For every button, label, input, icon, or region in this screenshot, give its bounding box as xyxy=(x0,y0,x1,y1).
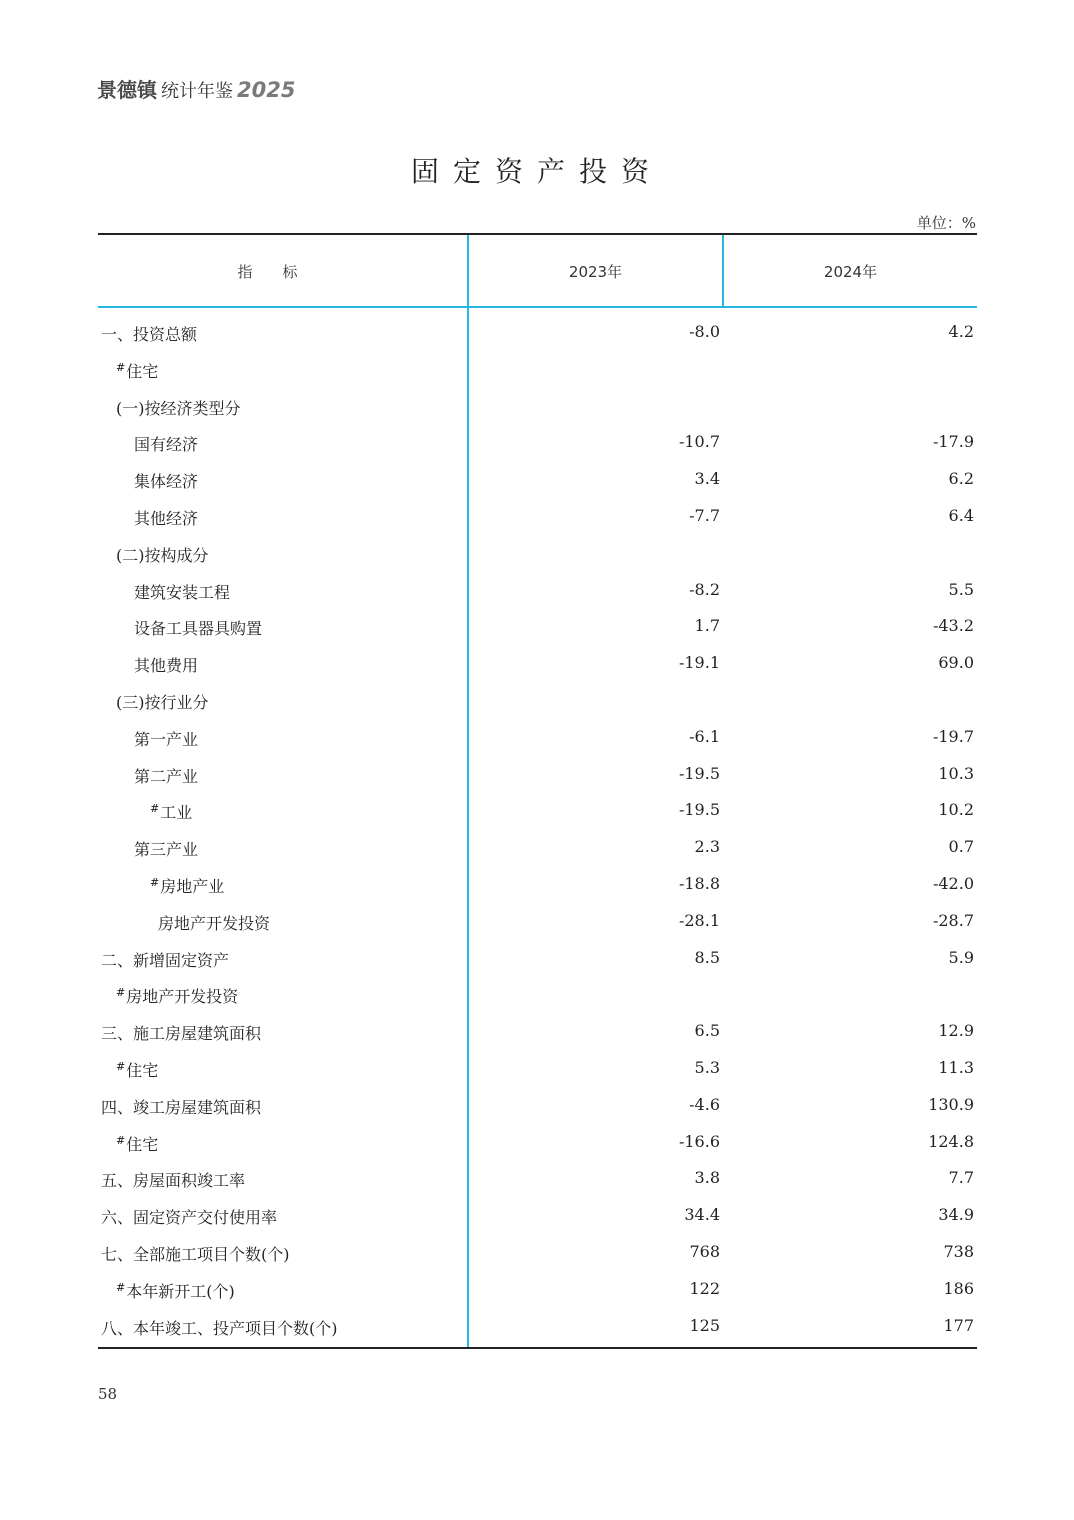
table-row xyxy=(98,793,977,830)
column-header-indicator: 指标 xyxy=(237,262,328,281)
value-2023: -8.0 xyxy=(689,322,720,341)
row-label-text: 一、投资总额 xyxy=(101,325,198,344)
row-label xyxy=(116,1058,158,1081)
table-row xyxy=(98,499,977,536)
value-2024: 0.7 xyxy=(948,837,974,857)
row-label-text: (三)按行业分 xyxy=(116,692,209,712)
value-2023: 34.4 xyxy=(684,1205,720,1225)
value-2023: -4.6 xyxy=(689,1094,720,1114)
value-2024: 130.9 xyxy=(928,1094,974,1114)
value-2023: -6.1 xyxy=(689,726,720,746)
row-label xyxy=(101,322,197,345)
table-row xyxy=(98,1309,977,1346)
table-row xyxy=(98,1125,977,1162)
row-label-text: 五、房屋面积竣工率 xyxy=(101,1171,246,1191)
value-2024: 10.2 xyxy=(938,800,974,820)
row-label xyxy=(134,432,198,455)
page-number: 58 xyxy=(98,1385,118,1403)
row-label xyxy=(101,1316,338,1339)
table-row xyxy=(98,1051,977,1088)
row-label xyxy=(116,690,209,713)
value-2024: 6.4 xyxy=(948,505,974,525)
brand-subtitle: 统计年鉴 xyxy=(161,81,233,102)
row-label-text: 房地产业 xyxy=(160,876,225,896)
table-row xyxy=(98,609,977,646)
value-2023: -28.1 xyxy=(678,910,720,930)
value-2023: 3.4 xyxy=(694,469,720,489)
table-row xyxy=(98,977,977,1014)
row-label xyxy=(116,359,158,382)
column-header-2023: 2023年 xyxy=(568,262,623,281)
value-2024: 5.9 xyxy=(948,947,974,967)
value-2023: 1.7 xyxy=(694,616,720,636)
row-label-text: 第三产业 xyxy=(134,840,199,860)
value-2024: 12.9 xyxy=(938,1021,974,1041)
table-row xyxy=(98,720,977,757)
row-label-text: 建筑安装工程 xyxy=(134,582,231,602)
row-label xyxy=(101,1168,245,1191)
row-label xyxy=(134,764,198,787)
value-2023: 5.3 xyxy=(694,1057,720,1077)
table-row xyxy=(98,1235,977,1272)
row-label xyxy=(158,911,270,934)
row-label xyxy=(101,1095,261,1118)
table-row xyxy=(98,573,977,610)
row-label-text: 二、新增固定资产 xyxy=(101,950,230,970)
value-2023: 768 xyxy=(689,1241,720,1261)
brand-year: 2025 xyxy=(237,78,296,102)
table-row xyxy=(98,462,977,499)
row-label-text: 本年新开工(个) xyxy=(126,1281,235,1301)
row-marker: # xyxy=(150,802,160,816)
table-row xyxy=(98,683,977,720)
row-label xyxy=(116,1279,235,1302)
value-2024: -43.2 xyxy=(932,616,974,636)
value-2024: 738 xyxy=(943,1241,974,1261)
value-2024: -17.9 xyxy=(932,432,974,452)
row-label-text: 房地产开发投资 xyxy=(158,913,271,933)
value-2024: 124.8 xyxy=(928,1131,974,1151)
value-2023: -18.8 xyxy=(678,873,720,893)
row-label-text: 住宅 xyxy=(126,1134,159,1154)
value-2024: 6.2 xyxy=(948,469,974,489)
table-row xyxy=(98,536,977,573)
row-label-text: 三、施工房屋建筑面积 xyxy=(101,1024,262,1044)
row-label-text: 设备工具器具购置 xyxy=(134,619,263,639)
value-2024: 177 xyxy=(943,1315,974,1335)
unit-label: 单位：% xyxy=(916,214,976,232)
row-label xyxy=(134,506,198,529)
row-label-text: 第二产业 xyxy=(134,766,199,786)
table-body xyxy=(98,315,977,1345)
value-2024: 11.3 xyxy=(938,1057,974,1077)
row-label xyxy=(150,800,192,823)
table-row xyxy=(98,1088,977,1125)
brand-name: 景德镇 xyxy=(97,78,157,102)
investment-table xyxy=(98,233,977,1349)
table-bottom-rule xyxy=(98,1347,977,1349)
row-marker: # xyxy=(116,1133,126,1147)
table-row xyxy=(98,1272,977,1309)
row-label-text: 房地产开发投资 xyxy=(126,987,239,1007)
value-2024: 7.7 xyxy=(948,1168,974,1188)
row-label-text: 六、固定资产交付使用率 xyxy=(101,1208,278,1228)
value-2024: 4.2 xyxy=(948,322,974,341)
row-label xyxy=(116,396,241,419)
row-label xyxy=(101,1021,261,1044)
table-row xyxy=(98,646,977,683)
value-2024: 69.0 xyxy=(938,653,974,673)
row-marker: # xyxy=(116,360,126,374)
row-label-text: 八、本年竣工、投产项目个数(个) xyxy=(101,1318,338,1338)
row-label xyxy=(134,653,198,676)
table-row xyxy=(98,941,977,978)
value-2023: 3.8 xyxy=(694,1168,720,1188)
table-row xyxy=(98,389,977,426)
column-header-2024: 2024年 xyxy=(823,262,878,281)
value-2024: -19.7 xyxy=(932,726,974,746)
value-2023: -16.6 xyxy=(678,1131,720,1151)
row-label xyxy=(134,837,198,860)
row-label-text: 住宅 xyxy=(126,361,159,381)
row-marker: # xyxy=(116,1059,126,1073)
table-row xyxy=(98,315,977,352)
row-label xyxy=(116,543,209,566)
row-label xyxy=(134,469,198,492)
yearbook-header xyxy=(97,74,295,104)
row-label xyxy=(101,948,229,971)
row-marker: # xyxy=(116,1280,126,1294)
value-2023: 2.3 xyxy=(694,837,720,857)
table-row xyxy=(98,1014,977,1051)
row-label xyxy=(101,1242,290,1265)
row-label-text: 其他费用 xyxy=(134,656,199,676)
row-label-text: 第一产业 xyxy=(134,729,199,749)
row-label xyxy=(101,1205,277,1228)
table-row xyxy=(98,1198,977,1235)
value-2023: 6.5 xyxy=(694,1021,720,1041)
table-row xyxy=(98,425,977,462)
table-row xyxy=(98,867,977,904)
page-title: 固定资产投资 xyxy=(410,155,663,188)
value-2024: 10.3 xyxy=(938,763,974,783)
value-2023: 122 xyxy=(689,1278,720,1298)
row-label-text: 住宅 xyxy=(126,1060,159,1080)
value-2023: 8.5 xyxy=(694,947,720,967)
table-row xyxy=(98,830,977,867)
row-label xyxy=(134,727,198,750)
value-2023: -8.2 xyxy=(689,579,720,599)
row-label-text: 集体经济 xyxy=(134,472,199,492)
value-2023: -10.7 xyxy=(678,432,720,452)
row-label-text: (一)按经济类型分 xyxy=(116,398,241,418)
row-label xyxy=(134,616,262,639)
row-label-text: 工业 xyxy=(160,803,193,823)
value-2023: -19.5 xyxy=(678,763,720,783)
row-label-text: 四、竣工房屋建筑面积 xyxy=(101,1097,262,1117)
row-marker: # xyxy=(116,986,126,1000)
row-label xyxy=(116,1132,158,1155)
value-2024: -42.0 xyxy=(932,873,974,893)
row-marker: # xyxy=(150,875,160,889)
value-2023: -19.5 xyxy=(678,800,720,820)
row-label xyxy=(116,984,238,1007)
value-2023: 125 xyxy=(689,1315,720,1335)
row-label-text: (二)按构成分 xyxy=(116,545,209,565)
value-2024: -28.7 xyxy=(932,910,974,930)
row-label-text: 国有经济 xyxy=(134,435,199,455)
row-label-text: 七、全部施工项目个数(个) xyxy=(101,1244,290,1264)
row-label-text: 其他经济 xyxy=(134,508,199,528)
value-2023: -7.7 xyxy=(689,505,720,525)
table-row xyxy=(98,352,977,389)
value-2024: 5.5 xyxy=(948,579,974,599)
value-2024: 34.9 xyxy=(938,1205,974,1225)
table-row xyxy=(98,1161,977,1198)
table-row xyxy=(98,904,977,941)
table-row xyxy=(98,757,977,794)
row-label xyxy=(150,874,224,897)
value-2024: 186 xyxy=(943,1278,974,1298)
value-2023: -19.1 xyxy=(678,653,720,673)
row-label xyxy=(134,580,230,603)
